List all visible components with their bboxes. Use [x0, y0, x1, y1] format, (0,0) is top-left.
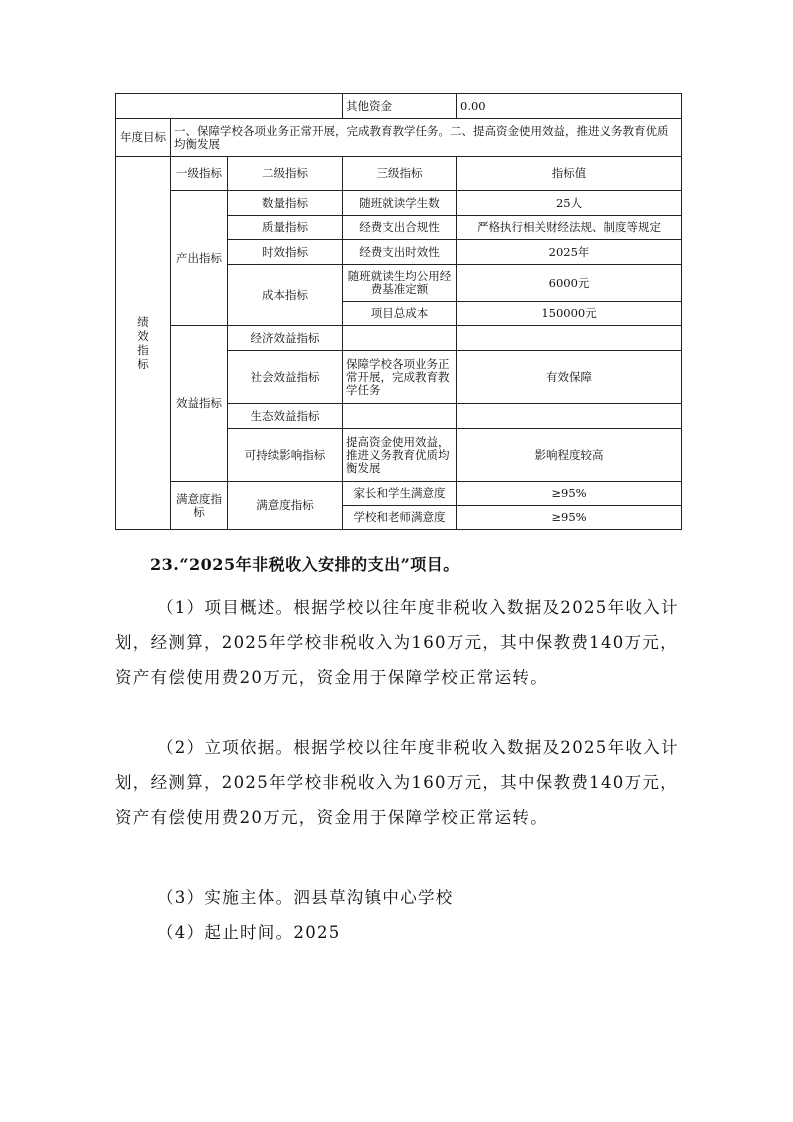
ecological-l2: 生态效益指标: [228, 404, 343, 429]
sustainable-value: 影响程度较高: [457, 429, 682, 482]
cost-value-a: 6000元: [457, 265, 682, 302]
section-heading: 23.“2025年非税收入安排的支出”项目。: [150, 555, 460, 574]
satisfaction-value-a: ≥95%: [457, 482, 682, 506]
performance-table: [115, 93, 682, 530]
satisfaction-l3b: 学校和老师满意度: [343, 506, 457, 530]
cost-l3b: 项目总成本: [343, 302, 457, 326]
header-value: 指标值: [457, 157, 682, 191]
quantity-value: 25人: [457, 191, 682, 216]
sustainable-l2: 可持续影响指标: [228, 429, 343, 482]
quantity-l2: 数量指标: [228, 191, 343, 216]
header-level3: 三级指标: [343, 157, 457, 191]
timeliness-l3: 经费支出时效性: [343, 240, 457, 265]
quality-l3: 经费支出合规性: [343, 216, 457, 240]
social-l2: 社会效益指标: [228, 351, 343, 404]
social-l3: 保障学校各项业务正常开展，完成教育教学任务: [343, 351, 457, 404]
quantity-l3: 随班就读学生数: [343, 191, 457, 216]
table-row: [116, 326, 682, 351]
quality-value: 严格执行相关财经法规、制度等规定: [457, 216, 682, 240]
cost-l3a: 随班就读生均公用经费基准定额: [343, 265, 457, 302]
header-level2: 二级指标: [228, 157, 343, 191]
satisfaction-value-b: ≥95%: [457, 506, 682, 530]
table-row: [116, 119, 682, 157]
economic-l2: 经济效益指标: [228, 326, 343, 351]
annual-goal-text: 一、保障学校各项业务正常开展，完成教育教学任务。二、提高资金使用效益，推进义务教育优质均衡发展: [171, 119, 682, 157]
output-indicator-label: 产出指标: [171, 191, 228, 326]
timeliness-value: 2025年: [457, 240, 682, 265]
paragraph-implementer: （3）实施主体。泗县草沟镇中心学校: [157, 888, 454, 907]
quality-l2: 质量指标: [228, 216, 343, 240]
timeliness-l2: 时效指标: [228, 240, 343, 265]
paragraph-basis: （2）立项依据。根据学校以往年度非税收入数据及2025年收入计划，经测算，2025年学校非税收入为160万元，其中保教费140万元，资产有偿使用费20万元，资金用于保障学校正常运转。: [115, 738, 679, 827]
header-level1: 一级指标: [171, 157, 228, 191]
economic-value: [457, 326, 682, 351]
other-funds-value: 0.00: [457, 94, 682, 119]
other-funds-label: 其他资金: [343, 94, 457, 119]
sustainable-l3: 提高资金使用效益，推进义务教育优质均衡发展: [343, 429, 457, 482]
ecological-value: [457, 404, 682, 429]
satisfaction-indicator-label: 满意度指标: [171, 482, 228, 530]
empty-cell: [116, 94, 343, 119]
ecological-l3: [343, 404, 457, 429]
performance-indicator-label: 绩效指标: [116, 157, 171, 530]
table-row: [116, 191, 682, 216]
table-row: [116, 482, 682, 506]
benefit-indicator-label: 效益指标: [171, 326, 228, 482]
satisfaction-l2: 满意度指标: [228, 482, 343, 530]
social-value: 有效保障: [457, 351, 682, 404]
paragraph-overview: （1）项目概述。根据学校以往年度非税收入数据及2025年收入计划，经测算，2025年学校非税收入为160万元，其中保教费140万元，资产有偿使用费20万元，资金用于保障学校正常运转。: [115, 598, 679, 687]
economic-l3: [343, 326, 457, 351]
cost-l2: 成本指标: [228, 265, 343, 326]
annual-goal-label: 年度目标: [116, 119, 171, 157]
paragraph-period: （4）起止时间。2025: [157, 923, 341, 942]
cost-value-b: 150000元: [457, 302, 682, 326]
table-row: [116, 94, 682, 119]
satisfaction-l3a: 家长和学生满意度: [343, 482, 457, 506]
table-row: [116, 157, 682, 191]
